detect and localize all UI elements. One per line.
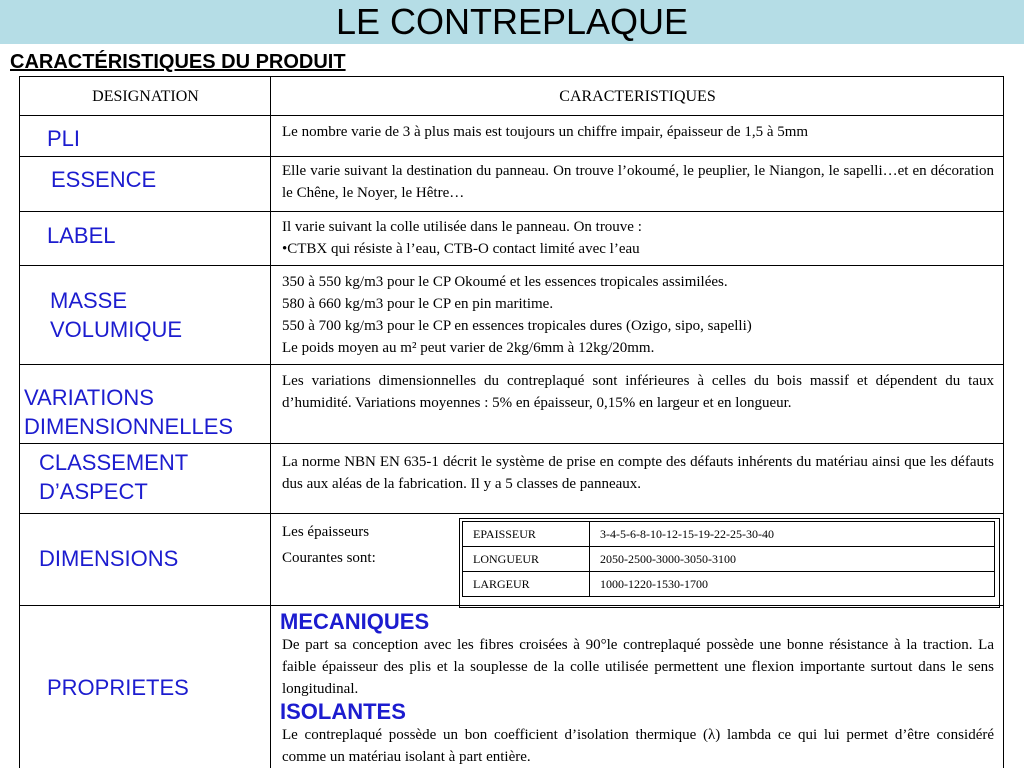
label-line: VARIATIONS (24, 385, 154, 410)
table-row (463, 572, 995, 597)
row-text-variations: Les variations dimensionnelles du contreplaqué sont inférieures à celles du bois massif et dépendent du taux d’humidité. Variations moyennes : 5% en épaisseur, 0,15% en largeur et en longueur. (282, 373, 994, 411)
text-line: •CTBX qui résiste à l’eau, CTB-O contact limité avec l’eau (282, 241, 640, 257)
text-line: 580 à 660 kg/m3 pour le CP en pin maritime. (282, 296, 554, 312)
table-row (463, 547, 995, 572)
label-line: DIMENSIONNELLES (24, 414, 234, 439)
dim-value-cell: 3-4-5-6-8-10-12-15-19-22-25-30-40 (590, 522, 995, 547)
header-caracteristiques: CARACTERISTIQUES (559, 88, 716, 105)
row-text-masse-volumique (282, 271, 994, 359)
row-divider (19, 211, 1004, 212)
row-text-essence: Elle varie suivant la destination du panneau. On trouve l’okoumé, le peuplier, le Niangon, le sapelli…et en décoration le Chêne, le Noyer, le Hêtre… (282, 163, 994, 201)
text-line: Les épaisseurs (282, 524, 370, 540)
row-label-variations (24, 383, 233, 441)
label-line: MASSE (50, 288, 128, 313)
row-label-pli: PLI (47, 126, 81, 151)
row-label-masse-volumique (50, 286, 182, 344)
page-title: LE CONTREPLAQUE (335, 1, 689, 42)
column-divider (270, 76, 271, 768)
row-label-essence: ESSENCE (51, 167, 157, 192)
text-line: Il varie suivant la colle utilisée dans le panneau. On trouve : (282, 219, 642, 235)
header-designation: DESIGNATION (92, 88, 199, 105)
row-label-dimensions: DIMENSIONS (39, 546, 179, 571)
text-line: 350 à 550 kg/m3 pour le CP Okoumé et les essences tropicales assimilées. (282, 274, 728, 290)
text-line: Le poids moyen au m² peut varier de 2kg/6mm à 12kg/20mm. (282, 340, 655, 356)
isolantes-heading: ISOLANTES (280, 699, 406, 724)
table-border-top (19, 76, 1004, 77)
row-text-classement: La norme NBN EN 635-1 décrit le système de prise en compte des défauts inhérents du matériau ainsi que les défauts dus aux aléas de la fabrication. Il y a 5 classes de panneaux. (282, 454, 994, 492)
label-line: VOLUMIQUE (50, 317, 183, 342)
mecaniques-text: De part sa conception avec les fibres croisées à 90°le contreplaqué possède une bonne résistance à la traction. La faible épaisseur des plis et la souplesse de la colle utilisée permettent une flexion importante surtout dans le sens longitudinal. (282, 637, 994, 697)
dimensions-table (462, 521, 995, 597)
row-divider (19, 156, 1004, 157)
row-label-classement (39, 448, 188, 506)
row-text-pli: Le nombre varie de 3 à plus mais est toujours un chiffre impair, épaisseur de 1,5 à 5mm (282, 124, 809, 140)
text-line: Courantes sont: (282, 550, 376, 566)
dim-name-cell: LARGEUR (463, 572, 590, 597)
row-label-proprietes: PROPRIETES (47, 675, 189, 700)
isolantes-text: Le contreplaqué possède un bon coefficient d’isolation thermique (λ) lambda ce qui lui permet d’être considéré comme un matériau isolant à part entière. (282, 727, 994, 765)
row-label-label: LABEL (47, 223, 116, 248)
page-subtitle: CARACTÉRISTIQUES DU PRODUIT (10, 51, 346, 73)
dimensions-intro (282, 519, 452, 571)
dim-name-cell: EPAISSEUR (463, 522, 590, 547)
row-divider (19, 513, 1004, 514)
mecaniques-heading: MECANIQUES (280, 609, 430, 634)
table-row (463, 522, 995, 547)
dim-value-cell: 1000-1220-1530-1700 (590, 572, 995, 597)
table-border-left (19, 76, 20, 768)
row-divider (19, 364, 1004, 365)
row-divider (19, 443, 1004, 444)
table-border-right (1003, 76, 1004, 768)
text-line: 550 à 700 kg/m3 pour le CP en essences tropicales dures (Ozigo, sipo, sapelli) (282, 318, 752, 334)
row-text-label (282, 216, 994, 260)
label-line: CLASSEMENT (39, 450, 189, 475)
row-divider (19, 265, 1004, 266)
row-divider (19, 115, 1004, 116)
dim-name-cell: LONGUEUR (463, 547, 590, 572)
dim-value-cell: 2050-2500-3000-3050-3100 (590, 547, 995, 572)
label-line: D’ASPECT (39, 479, 148, 504)
